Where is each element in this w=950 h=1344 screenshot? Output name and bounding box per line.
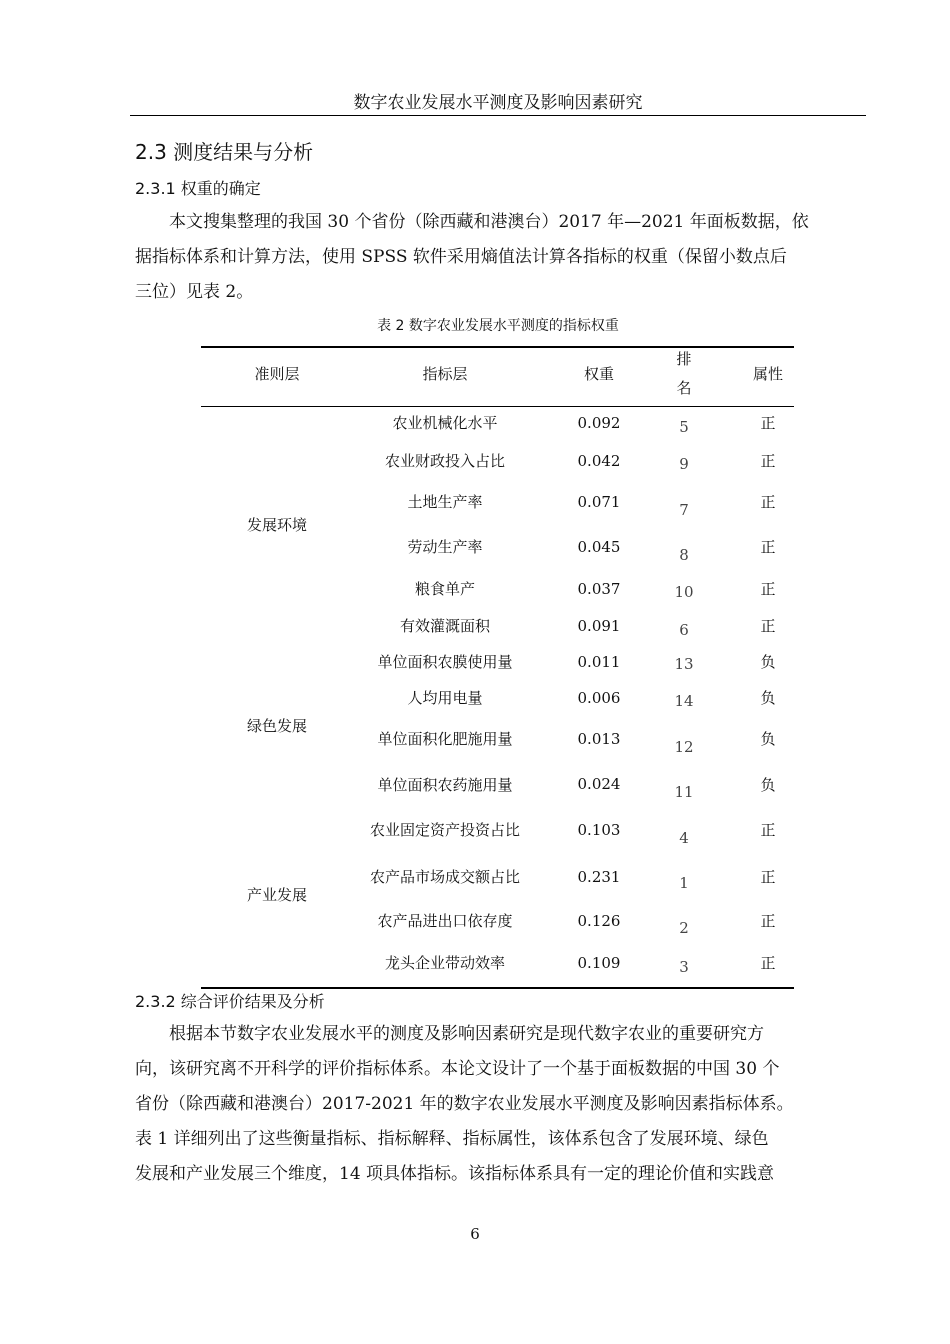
attribute-cell: 正 <box>760 580 776 598</box>
indicator-cell: 单位面积农药施用量 <box>377 776 513 794</box>
attribute-cell: 正 <box>760 493 776 511</box>
rank-cell: 14 <box>674 692 694 710</box>
page-number: 6 <box>470 1225 480 1243</box>
table-bottom-rule <box>201 987 794 989</box>
attribute-cell: 正 <box>760 912 776 930</box>
weight-cell: 0.011 <box>577 653 621 671</box>
attribute-cell: 正 <box>760 538 776 556</box>
paragraph-line: 向，该研究离不开科学的评价指标体系。本论文设计了一个基于面板数据的中国 30 个 <box>135 1059 780 1079</box>
running-header: 数字农业发展水平测度及影响因素研究 <box>353 93 643 113</box>
paragraph-line: 根据本节数字农业发展水平的测度及影响因素研究是现代数字农业的重要研究方 <box>169 1024 764 1044</box>
attribute-cell: 负 <box>760 689 776 707</box>
indicator-cell: 农产品进出口依存度 <box>377 912 513 930</box>
weight-cell: 0.024 <box>577 775 621 793</box>
indicator-cell: 农业财政投入占比 <box>384 452 505 470</box>
paragraph-line: 三位）见表 2。 <box>135 282 254 302</box>
header-rule <box>130 115 866 116</box>
attribute-cell: 正 <box>760 868 776 886</box>
paragraph-line: 表 1 详细列出了这些衡量指标、指标解释、指标属性，该体系包含了发展环境、绿色 <box>135 1129 769 1149</box>
rank-cell: 13 <box>674 655 694 673</box>
weight-cell: 0.071 <box>577 493 621 511</box>
paragraph-line: 省份（除西藏和港澳台）2017-2021 年的数字农业发展水平测度及影响因素指标体系。 <box>135 1094 794 1114</box>
weight-cell: 0.042 <box>577 452 621 470</box>
indicator-cell: 龙头企业带动效率 <box>384 954 505 972</box>
attribute-cell: 负 <box>760 730 776 748</box>
column-header-indicator: 指标层 <box>422 365 468 383</box>
column-header-rank-top: 排 <box>676 350 692 368</box>
weight-cell: 0.013 <box>577 730 621 748</box>
paragraph-results <box>135 1017 860 1192</box>
table-top-rule <box>201 346 794 348</box>
group-label: 绿色发展 <box>246 717 307 735</box>
attribute-cell: 正 <box>760 821 776 839</box>
rank-cell: 3 <box>679 958 689 976</box>
rank-cell: 9 <box>679 455 689 473</box>
attribute-cell: 正 <box>760 617 776 635</box>
rank-cell: 5 <box>679 418 689 436</box>
indicator-cell: 单位面积化肥施用量 <box>377 730 513 748</box>
rank-cell: 4 <box>679 829 689 847</box>
column-header-group: 准则层 <box>254 365 300 383</box>
attribute-cell: 正 <box>760 414 776 432</box>
indicator-cell: 农业机械化水平 <box>392 414 498 432</box>
rank-cell: 8 <box>679 546 689 564</box>
weight-cell: 0.006 <box>577 689 621 707</box>
indicator-cell: 有效灌溉面积 <box>399 617 490 635</box>
indicator-cell: 单位面积农膜使用量 <box>377 653 513 671</box>
column-header-weight: 权重 <box>583 365 614 383</box>
weight-cell: 0.103 <box>577 821 621 839</box>
table-caption: 表 2 数字农业发展水平测度的指标权重 <box>377 318 619 334</box>
paragraph-line: 发展和产业发展三个维度，14 项具体指标。该指标体系具有一定的理论价值和实践意 <box>135 1164 775 1184</box>
attribute-cell: 负 <box>760 776 776 794</box>
attribute-cell: 正 <box>760 452 776 470</box>
rank-cell: 1 <box>679 874 689 892</box>
subsection-title-weights: 2.3.1 权重的确定 <box>135 179 261 198</box>
group-label: 产业发展 <box>246 886 307 904</box>
group-label: 发展环境 <box>246 516 307 534</box>
indicator-cell: 劳动生产率 <box>407 538 483 556</box>
subsection-title-results: 2.3.2 综合评价结果及分析 <box>135 992 325 1011</box>
weight-cell: 0.091 <box>577 617 621 635</box>
weight-cell: 0.126 <box>577 912 621 930</box>
column-header-rank-bottom: 名 <box>676 379 692 397</box>
attribute-cell: 负 <box>760 653 776 671</box>
indicator-cell: 粮食单产 <box>414 580 475 598</box>
column-header-attribute: 属性 <box>752 365 783 383</box>
paragraph-line: 据指标体系和计算方法，使用 SPSS 软件采用熵值法计算各指标的权重（保留小数点后 <box>135 247 787 267</box>
rank-cell: 2 <box>679 919 689 937</box>
weight-cell: 0.092 <box>577 414 621 432</box>
weight-cell: 0.109 <box>577 954 621 972</box>
paragraph-weights <box>135 205 860 310</box>
indicator-cell: 土地生产率 <box>407 493 483 511</box>
paragraph-line: 本文搜集整理的我国 30 个省份（除西藏和港澳台）2017 年—2021 年面板数据，依 <box>169 212 809 232</box>
section-title: 2.3 测度结果与分析 <box>135 140 314 164</box>
rank-cell: 6 <box>679 621 689 639</box>
weight-cell: 0.037 <box>577 580 621 598</box>
indicator-cell: 农产品市场成交额占比 <box>369 868 520 886</box>
rank-cell: 12 <box>674 738 694 756</box>
rank-cell: 11 <box>674 783 694 801</box>
table-header-rule <box>201 406 794 407</box>
rank-cell: 7 <box>679 501 689 519</box>
weight-cell: 0.231 <box>577 868 621 886</box>
weight-cell: 0.045 <box>577 538 621 556</box>
indicator-cell: 农业固定资产投资占比 <box>369 821 520 839</box>
indicator-cell: 人均用电量 <box>407 689 483 707</box>
rank-cell: 10 <box>674 583 694 601</box>
attribute-cell: 正 <box>760 954 776 972</box>
